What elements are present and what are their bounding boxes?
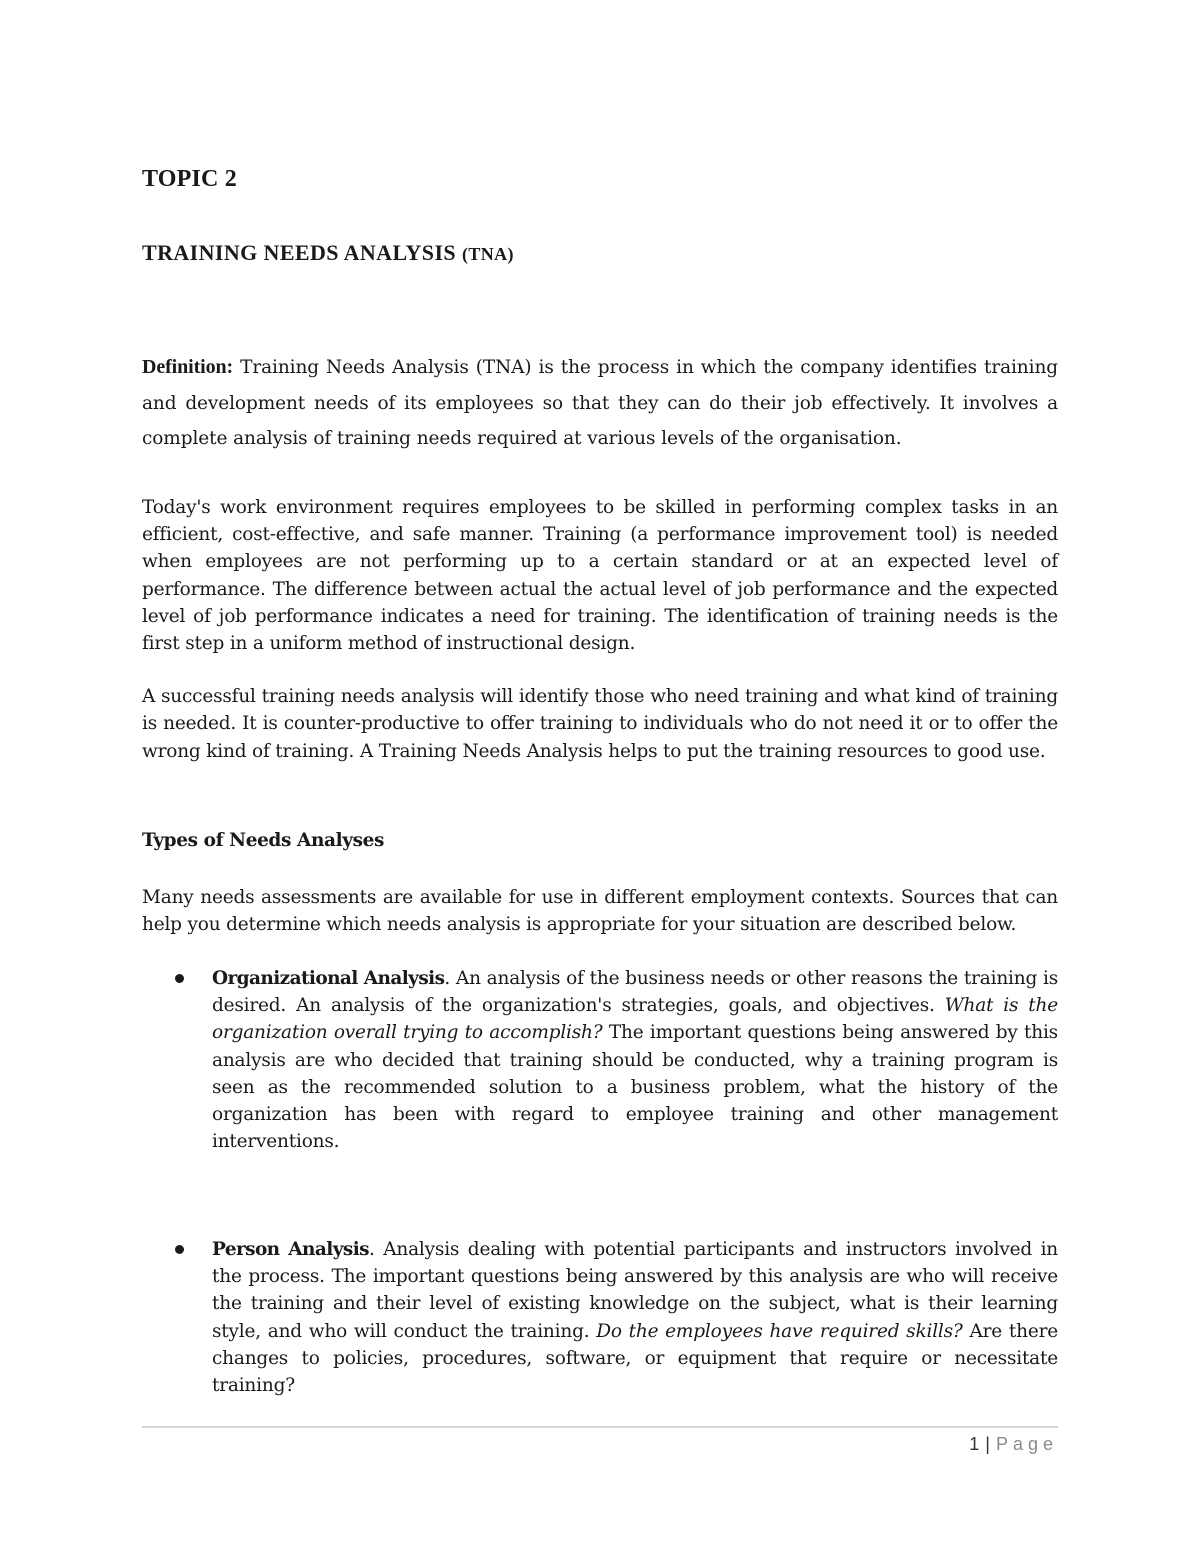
page-footer [969,1434,1058,1455]
definition-paragraph [142,350,1058,457]
needs-assessments-paragraph: Many needs assessments are available for use in different employment contexts. Sources that can help you determine which needs analysis is appropriate for your situation are described below. [142,887,1058,936]
bullet-text: . An analysis of the business needs or other reasons the training is desired. An analysis of the organization's strategies, goals, and objectives. [212,968,1059,1017]
definition-text: Training Needs Analysis (TNA) is the process in which the company identifies training and development needs of its employees so that they can do their job effectively. It involves a complete analysis of training needs required at various levels of the organisation. [142,357,1058,449]
title-abbreviation: (TNA) [461,244,514,264]
title-main: TRAINING NEEDS ANALYSIS [142,240,457,265]
footer-divider [142,1426,1058,1428]
bullet-term: Person Analysis [212,1239,369,1260]
topic-label: TOPIC 2 [142,166,237,192]
work-environment-paragraph: Today's work environment requires employees to be skilled in performing complex tasks in an efficient, cost-effective, and safe manner. Training (a performance improvement tool) is needed when employees are not performing up to a certain standard or at an expected level of performance. The difference between actual the actual level of job performance and the expected level of job performance indicates a need for training. The identification of training needs is the first step in a uniform method of instructional design. [142,497,1058,655]
bullet-text-continued: The important questions being answered by this analysis are who decided that training should be conducted, why a training program is seen as the recommended solution to a business problem, what the history of the organization has been with regard to employee training and other management interventions. [212,1022,1058,1153]
page-number: 1 [969,1434,980,1454]
footer-separator: | [985,1434,990,1454]
types-heading: Types of Needs Analyses [142,830,384,851]
list-item-person-analysis [212,1236,1058,1399]
bullet-text: . Analysis dealing with potential participants and instructors involved in the process. The important questions being answered by this analysis are who will receive the training and their level of existing knowledge on the subject, what is their learning style, and who will conduct the training. [212,1239,1058,1342]
bullet-icon [175,1245,184,1254]
page-label: Page [995,1434,1058,1454]
successful-analysis-paragraph: A successful training needs analysis will identify those who need training and what kind of training is needed. It is counter-productive to offer training to individuals who do not need it or to offer the wrong kind of training. A Training Needs Analysis helps to put the training resources to good use. [142,686,1058,762]
list-item-organizational-analysis [212,965,1058,1155]
definition-label: Definition: [142,356,234,378]
bullet-italic-question: Do the employees have required skills? [596,1320,963,1342]
bullet-text-continued: Are there changes to policies, procedures, software, or equipment that require or necessitate training? [212,1320,1058,1397]
page-title [142,240,514,266]
bullet-italic-question: What is the organization overall trying to accomplish? [212,995,1058,1044]
bullet-icon [175,974,184,983]
bullet-term: Organizational Analysis [212,968,445,989]
